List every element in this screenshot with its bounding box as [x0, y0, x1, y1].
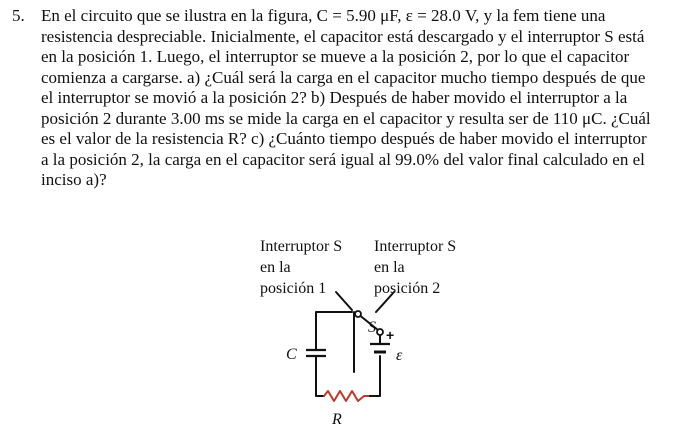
emf-symbol: ε — [396, 347, 403, 364]
resistor-symbol: R — [332, 411, 342, 428]
problem-line: el interruptor se movió a la posición 2? b) Después de haber movido el interruptor a la — [41, 88, 628, 107]
wire-bottom-left — [316, 362, 324, 396]
problem-line: posición 2 durante 3.00 ms se mide la carga en el capacitor y resulta ser de 110 μC. ¿Cuál — [41, 108, 651, 128]
label-line: posición 1 — [260, 280, 327, 297]
problem-line: en la posición 1. Luego, el interruptor se mueve a la posición 2, por lo que el capacitor — [41, 47, 630, 66]
pointer-line-position-1 — [336, 292, 352, 310]
circuit-figure — [240, 232, 500, 428]
switch-symbol: S — [368, 319, 376, 336]
wire-bottom-right — [370, 356, 380, 396]
label-line: Interruptor S — [260, 238, 343, 255]
wire-top-left — [316, 312, 352, 350]
battery — [370, 344, 390, 352]
problem-line: a la posición 2, la carga en el capacitor será igual al 99.0% del valor final calculado en el — [41, 149, 645, 169]
capacitor — [306, 350, 326, 356]
capacitor-symbol: C — [286, 346, 297, 363]
emf-plus-sign: + — [386, 327, 395, 343]
label-line: Interruptor S — [374, 238, 457, 255]
problem-number: 5. — [12, 6, 25, 25]
problem-line: resistencia despreciable. Inicialmente, el capacitor está descargado y el interruptor S está — [41, 26, 645, 46]
pointer-line-position-2 — [376, 292, 394, 312]
problem-line: En el circuito que se ilustra en la figura, C = 5.90 μF, ε = 28.0 V, y la fem tiene una — [41, 6, 606, 25]
problem-line: inciso a)? — [41, 170, 107, 189]
problem-text — [41, 6, 692, 191]
resistor-zigzag — [324, 391, 370, 401]
label-line: posición 2 — [374, 280, 441, 297]
switch-pivot — [355, 311, 361, 317]
problem-line: comienza a cargarse. a) ¿Cuál será la carga en el capacitor mucho tiempo después de que — [41, 67, 646, 87]
circuit-diagram — [240, 232, 500, 428]
problem-line: es el valor de la resistencia R? c) ¿Cuánto tiempo después de haber movido el interruptor — [41, 129, 647, 148]
switch-contact-2 — [377, 329, 383, 335]
label-line: en la — [260, 259, 291, 276]
label-line: en la — [374, 259, 405, 276]
